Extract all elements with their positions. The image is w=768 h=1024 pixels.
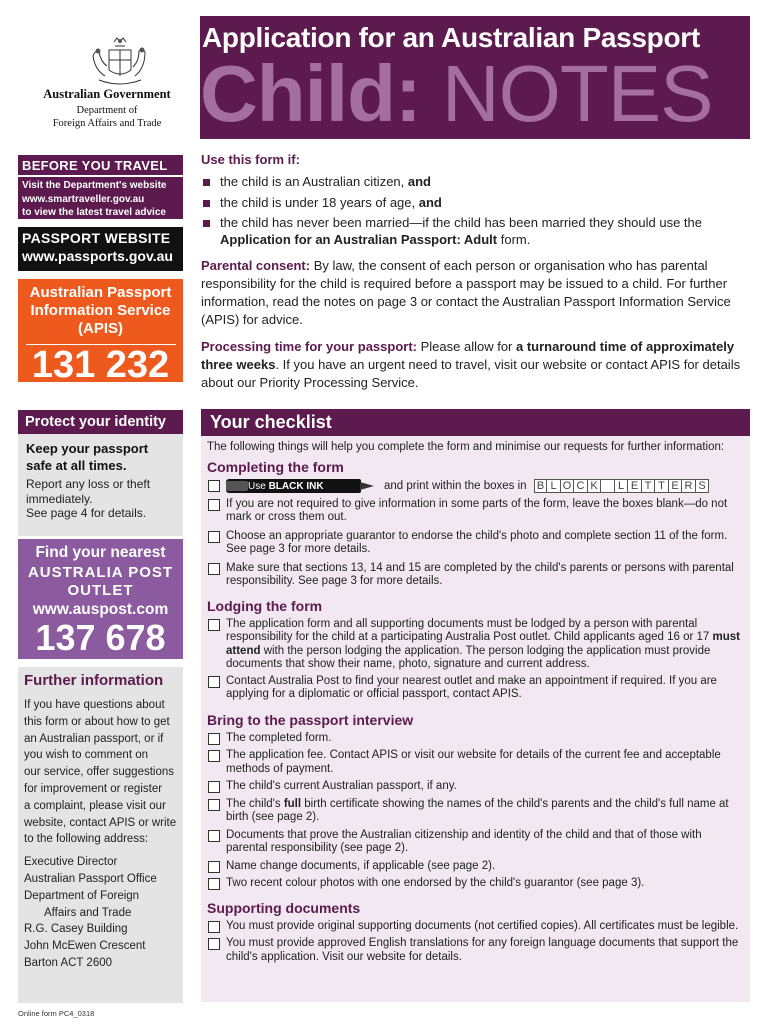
address-line: Barton ACT 2600 xyxy=(24,956,113,969)
auspost-find-text: Find your nearest xyxy=(35,544,166,561)
checkbox[interactable] xyxy=(208,499,220,511)
bullet-text: the child has never been married—if the child has been married they should use the xyxy=(220,215,703,230)
block-letters-boxes xyxy=(534,479,710,493)
australia-post-box xyxy=(18,539,183,659)
government-logo xyxy=(17,16,197,139)
before-travel-title: BEFORE YOU TRAVEL xyxy=(18,155,183,175)
further-information-box xyxy=(18,667,183,1003)
processing-text: Please allow for xyxy=(417,339,516,354)
item-text: Documents that prove the Australian citizenship and identity of the child and that of those with parental responsibility (see page 2). xyxy=(226,828,702,855)
checklist-item xyxy=(201,498,750,525)
consent-text: By law, the consent of each person or organisation who has parental responsibility for the child is required before a passport may be issued to a child. For further information, read the notes on page 3 or contact the Australian Passport Information Service (APIS) for advice. xyxy=(201,258,731,327)
main-content xyxy=(201,152,750,392)
title-banner xyxy=(200,16,750,139)
protect-detail-line: See page 4 for details. xyxy=(26,506,147,520)
eligibility-item xyxy=(201,174,750,191)
checklist-intro: The following things will help you complete the form and minimise our requests for further information: xyxy=(207,441,725,453)
protect-strong-line: safe at all times. xyxy=(26,458,127,473)
passport-website-box xyxy=(18,227,183,271)
item-text: Name change documents, if applicable (see page 2). xyxy=(226,859,496,872)
checkbox[interactable] xyxy=(208,938,220,950)
department-name xyxy=(17,105,197,130)
protect-detail-text xyxy=(26,477,183,521)
checkbox[interactable] xyxy=(208,861,220,873)
bullet-bold: and xyxy=(418,194,442,210)
smartraveller-link[interactable]: www.smartraveller.gov.au xyxy=(22,193,145,205)
letter-box: B xyxy=(534,479,548,493)
checkbox[interactable] xyxy=(208,676,220,688)
further-information-text xyxy=(24,697,183,848)
address-line: R.G. Casey Building xyxy=(24,923,128,936)
apis-title-line: Australian Passport xyxy=(29,284,172,301)
auspost-name xyxy=(18,564,183,600)
completing-section-title: Completing the form xyxy=(207,459,344,475)
item-text: Contact Australia Post to find your nearest outlet and make an appointment if required. If you are applying for a diplomatic or official passport, contact APIS. xyxy=(226,674,717,701)
further-information-title: Further information xyxy=(24,672,164,689)
protect-strong-text xyxy=(26,440,183,474)
checkbox[interactable] xyxy=(208,781,220,793)
bullet-bold: Application for an Australian Passport: Adult xyxy=(220,231,498,247)
bullet-bold: and xyxy=(407,174,432,189)
letter-box xyxy=(601,479,615,493)
form-code: Online form PC4_0318 xyxy=(18,1009,95,1018)
apis-title-line: (APIS) xyxy=(78,320,123,337)
bullet-text: the child is under 18 years of age, xyxy=(220,194,419,210)
pen-instruction: and print within the boxes in xyxy=(384,480,527,493)
consent-lead: Parental consent: xyxy=(201,258,311,273)
passport-website-link[interactable]: www.passports.gov.au xyxy=(22,248,173,264)
subtitle-child: Child: xyxy=(200,49,421,138)
checklist-item xyxy=(201,798,750,825)
address-line: Affairs and Trade xyxy=(44,906,132,919)
item-text: You must provide approved English translations for any foreign language documents that support the child's application. Visit our website for details. xyxy=(226,937,739,963)
item-text: The application form and all supporting documents must be lodged by a person with parental responsibility for the child at a participating Australia Post outlet. Child applicants aged 16 or 17 xyxy=(226,617,713,644)
checklist-item xyxy=(201,860,750,874)
letter-box: S xyxy=(696,479,710,493)
checklist-item xyxy=(201,732,750,746)
item-text: If you are not required to give information in some parts of the form, leave the boxes blank—do not mark or cross them out. xyxy=(226,497,728,524)
checkbox[interactable] xyxy=(208,750,220,762)
further-line: a complaint, please visit our xyxy=(24,799,166,812)
checkbox[interactable] xyxy=(208,799,220,811)
letter-box: E xyxy=(628,479,642,493)
parental-consent-paragraph xyxy=(201,257,750,329)
item-bold: must attend xyxy=(226,631,740,657)
further-line: this form or about how to get xyxy=(24,715,170,728)
checklist-item xyxy=(201,530,750,557)
checklist-item xyxy=(201,618,750,672)
item-text: birth certificate showing the names of the child's parents and the child's full name at birth (see page 2). xyxy=(226,797,729,824)
further-line: you wish to comment on xyxy=(24,749,149,762)
protect-detail-line: immediately. xyxy=(26,491,93,506)
further-line: for improvement or register xyxy=(24,782,163,795)
letter-box: T xyxy=(642,479,656,493)
further-line: our service, offer suggestions xyxy=(24,766,175,779)
checkbox[interactable] xyxy=(208,480,220,492)
eligibility-item xyxy=(201,215,750,248)
before-travel-line: to view the latest travel advice xyxy=(22,207,166,218)
letter-box: T xyxy=(655,479,669,493)
address-line: Executive Director xyxy=(24,856,118,869)
eligibility-list xyxy=(201,174,750,248)
checkbox[interactable] xyxy=(208,563,220,575)
letter-box: L xyxy=(547,479,561,493)
item-text: The application fee. Contact APIS or visit our website for details of the current fee and acceptable methods of payment. xyxy=(226,749,721,775)
checkbox[interactable] xyxy=(208,830,220,842)
item-text: Choose an appropriate guarantor to endorse the child's photo and complete section 11 of the form. See page 3 for more details. xyxy=(226,529,728,556)
further-line: If you have questions about xyxy=(24,699,165,711)
further-line: website, contact APIS or write xyxy=(24,816,177,829)
interview-section-title: Bring to the passport interview xyxy=(207,711,414,728)
pen-tip xyxy=(360,482,374,490)
checkbox[interactable] xyxy=(208,733,220,745)
use-form-title: Use this form if: xyxy=(201,152,300,167)
protect-identity-title: Protect your identity xyxy=(18,410,183,434)
checkbox[interactable] xyxy=(208,531,220,543)
item-text: You must provide original supporting documents (not certified copies). All certificates must be legible. xyxy=(226,919,739,932)
bullet-text: the child is an Australian citizen, xyxy=(220,174,408,189)
auspost-name-line: OUTLET xyxy=(67,582,134,599)
checklist-item xyxy=(201,749,750,776)
checklist-item xyxy=(201,829,750,856)
processing-lead: Processing time for your passport: xyxy=(201,339,417,354)
letter-box: L xyxy=(615,479,629,493)
pen-label xyxy=(248,480,324,494)
checklist-item xyxy=(201,675,750,702)
further-line: to the following address: xyxy=(24,833,149,846)
checklist-item xyxy=(201,562,750,589)
checkbox[interactable] xyxy=(208,619,220,631)
eligibility-item xyxy=(201,195,750,212)
protect-detail-line: Report any loss or theft xyxy=(26,477,151,491)
before-travel-body xyxy=(18,177,183,219)
processing-bold: a turnaround time of approximately three weeks xyxy=(201,339,735,372)
bullet-tail: form. xyxy=(497,231,531,247)
protect-strong-line: Keep your passport xyxy=(26,441,149,456)
auspost-name-line: AUSTRALIA POST xyxy=(27,564,174,581)
auspost-phone-number[interactable]: 137 678 xyxy=(35,617,166,658)
item-text: with the person lodging the application. The person lodging the application must provide documents that show their name, photo, signature and current address. xyxy=(226,644,711,671)
form-subtitle xyxy=(200,48,712,140)
checklist-panel xyxy=(201,409,750,1002)
protect-identity-body xyxy=(18,434,183,536)
black-ink-pen-icon xyxy=(226,479,376,493)
item-bold: full xyxy=(283,797,302,810)
checklist-item xyxy=(201,937,750,964)
letter-box: K xyxy=(588,479,602,493)
apis-title-line: Information Service xyxy=(30,302,171,319)
further-line: an Australian passport, or if xyxy=(24,732,164,745)
item-text: Two recent colour photos with one endorsed by the child's guarantor (see page 3). xyxy=(226,877,645,890)
checklist-item xyxy=(201,920,750,934)
subtitle-notes: NOTES xyxy=(420,49,713,138)
department-line-2: Foreign Affairs and Trade xyxy=(52,117,162,129)
checklist-title: Your checklist xyxy=(201,409,750,436)
pen-ink: BLACK INK xyxy=(265,481,324,492)
letter-box: R xyxy=(682,479,696,493)
government-name: Australian Government xyxy=(43,87,171,101)
address-line: Department of Foreign xyxy=(24,889,140,902)
page-header xyxy=(17,16,750,139)
auspost-link[interactable]: www.auspost.com xyxy=(32,601,169,618)
letter-box: C xyxy=(574,479,588,493)
letter-box: O xyxy=(561,479,575,493)
apis-box xyxy=(18,279,183,386)
apis-title xyxy=(18,279,183,338)
letter-box: E xyxy=(669,479,683,493)
processing-text: . If you have an urgent need to travel, visit our website or contact APIS for details about our Priority Processing Service. xyxy=(201,357,741,390)
processing-time-paragraph xyxy=(201,338,750,392)
item-text: The child's xyxy=(226,797,284,810)
checklist-item xyxy=(201,780,750,794)
item-text: The completed form. xyxy=(226,731,332,744)
item-text: Make sure that sections 13, 14 and 15 are completed by the child's parents or persons with parental responsibility. See page 3 for more details. xyxy=(226,561,734,588)
lodging-section-title: Lodging the form xyxy=(207,597,323,614)
before-travel-line: Visit the Department's website xyxy=(22,180,167,191)
postal-address xyxy=(24,854,183,972)
checklist-item xyxy=(201,479,750,494)
checklist-item xyxy=(201,877,750,891)
address-line: Australian Passport Office xyxy=(24,872,157,885)
checkbox[interactable] xyxy=(208,921,220,933)
pen-clip xyxy=(226,481,248,491)
address-line: John McEwen Crescent xyxy=(24,940,146,953)
passport-website-title: PASSPORT WEBSITE xyxy=(22,230,171,246)
supporting-section-title: Supporting documents xyxy=(207,899,361,916)
pen-use: Use xyxy=(248,481,266,492)
department-line-1: Department of xyxy=(76,105,138,116)
form-title: Application for an Australian Passport xyxy=(202,22,700,53)
item-text: The child's current Australian passport, if any. xyxy=(226,780,457,793)
checkbox[interactable] xyxy=(208,878,220,890)
apis-phone-number[interactable]: 131 232 xyxy=(31,344,170,386)
